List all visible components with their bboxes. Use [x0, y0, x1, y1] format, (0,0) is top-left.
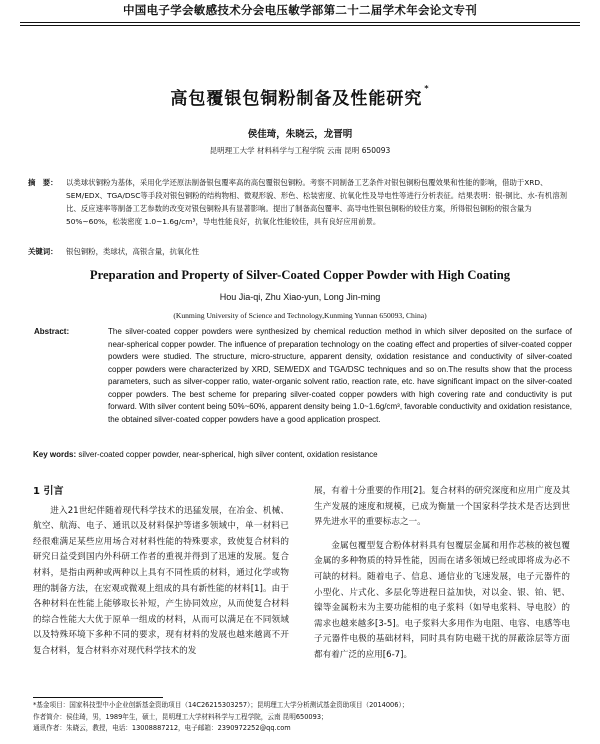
header-rule: [20, 22, 580, 23]
en-keywords-label: Key words:: [33, 450, 77, 459]
footnote-author-info: 作者简介：侯佳琦，男，1989年生，硕士，昆明理工大学材料科学与工程学院，云南 昆明650093；: [33, 712, 328, 721]
cn-title-footnote-mark: *: [424, 84, 430, 93]
en-authors: Hou Jia-qi, Zhu Xiao-yun, Long Jin-ming: [219, 292, 381, 302]
cn-affiliation: 昆明理工大学 材料科学与工程学院 云南 昆明 650093: [209, 146, 391, 155]
en-affiliation: (Kunming University of Science and Technology,Kunming Yunnan 650093, China): [173, 311, 427, 320]
cn-authors: 侯佳琦，朱晓云，龙晋明: [247, 129, 353, 140]
cn-abstract: [28, 176, 570, 228]
footnote-funding: *基金项目：国家科技型中小企业创新基金资助项目（14C26215303257）；昆明理工大学分析测试基金资助项目（2014006）；: [33, 701, 409, 709]
body-right-column: [314, 484, 570, 664]
section-heading-introduction: 1 引言: [33, 486, 64, 497]
cn-abstract-label: 摘 要：: [28, 178, 58, 187]
cn-title: [0, 84, 600, 109]
footnote-rule: [33, 697, 163, 698]
body-left-column: [33, 484, 289, 660]
cn-keywords-text: 银包铜粉，类球状，高银含量，抗氧化性: [66, 247, 200, 256]
en-abstract-text: The silver-coated copper powders were synthesized by chemical reduction method in which silver deposited on the surface of near-spherical copper powder. The influence of preparation technology on the coating effect and properties of silver-coated copper powders were studied. The structure, micro-structure, apparent density, oxidation resistance and conductivity of silver-coated copper powders were characterized by XRD, SEM/EDX and TGA/DSC techniques and so on.The results show that the process parameters, such as silver-copper ratio, water-organic solvent ratio, reaction rate, etc. have significant impact on the silver-coated copper powders. The best scheme for preparing silver-coated copper powders with high covering rate and conductivity is put forward. With silver content being 50%~60%, apparent density being 1.0~1.6g/cm³, favorable conductivity and oxidation resistance, the obtained silver-coated copper powders have a good application prospect.: [108, 327, 572, 424]
cn-title-text: 高包覆银包铜粉制备及性能研究: [170, 89, 423, 109]
cn-abstract-text: 以类球状铜粉为基体，采用化学还原法制备银包覆率高的高包覆银包铜粉。考察不同制备工艺条件对银包铜粉包覆效果和性能的影响，借助于XRD、SEM/EDX、TGA/DSC等手段对银包铜粉的结构物相、微观形貌、形色、松装密度、抗氧化性及导电性等进行分析表征。结果表明：银-铜比、水-有机溶剂比、反应速率等制备工艺参数的改变对银包铜粉具有显著影响。提出了制备高包覆率、高导电性银包铜粉的较佳方案，所得银包铜粉的银含量为 50%~60%，松装密度 1.0~1.6g/cm³，导电性能良好，抗氧化性能较佳，具有良好应用前景。: [66, 178, 567, 226]
body-paragraph: 金属包覆型复合粉体材料具有包覆层金属和用作芯核的被包覆金属的多种物质的特异性能，因而在诸多领域已经或即将成为必不可缺的材料。随着电子、信息、通信业的飞速发展，电子元器件的小型化、片式化、多层化等进程日益加快，对以金、银、铂、钯、镍等金属粉末为主要功能相的电子浆料（如导电浆料、导电胶）的需求也越来越多[3-5]。电子浆料大多用作为电阻、电容、电感等电子元器件电极的基础材料，同时具有防电磁干扰的屏蔽涂层等方面都有着广泛的应用[6-7]。: [314, 540, 570, 660]
en-title: Preparation and Property of Silver-Coated Copper Powder with High Coating: [89, 268, 511, 282]
header-rule-thin: [20, 25, 580, 26]
body-paragraph: 展，有着十分重要的作用[2]。复合材料的研究深度和应用广度及其生产发展的速度和规模，已成为衡量一个国家科学技术是否达到世界先进水平的重要标志之一。: [314, 486, 570, 528]
cn-keywords: [28, 246, 570, 257]
body-paragraph: 进入21世纪伴随着现代科学技术的迅猛发展，在冶金、机械、航空、航海、电子、通讯以及材料保护等诸多领域中，单一材料已经很难满足某些应用场合对材料性能的特殊要求，致使复合材料的研究日益受到国内外科研工作者的重视并得到了迅速的发展。复合材料，是指由两种或两种以上具有不同性质的材料，通过化学或物理的制备方法，在宏观或微观上组成的具有新性能的材料[1]。由于各种材料在性能上能够取长补短，产生协同效应，从而使复合材料的综合性能大大优于原单一组成的材料，从而可以满足在不同领域以及特殊环境下多种不同的要求，现有材料的发展也越来越离不开复合材料，复合材料亦对现代科学技术的发: [33, 505, 289, 656]
running-header: 中国电子学会敏感技术分会电压敏学部第二十二届学术年会论文专刊: [123, 3, 477, 17]
en-keywords-text: silver-coated copper powder, near-spherical, high silver content, oxidation resistance: [78, 450, 378, 459]
en-abstract-label: Abstract:: [34, 327, 70, 336]
cn-keywords-label: 关键词：: [28, 247, 58, 256]
footnote-contact: 通讯作者：朱晓云，教授，电话：13008887212，电子邮箱：2390972252@qq.com: [33, 724, 291, 732]
en-abstract: [34, 326, 572, 426]
en-keywords: [33, 450, 573, 459]
footnotes: [33, 700, 573, 735]
